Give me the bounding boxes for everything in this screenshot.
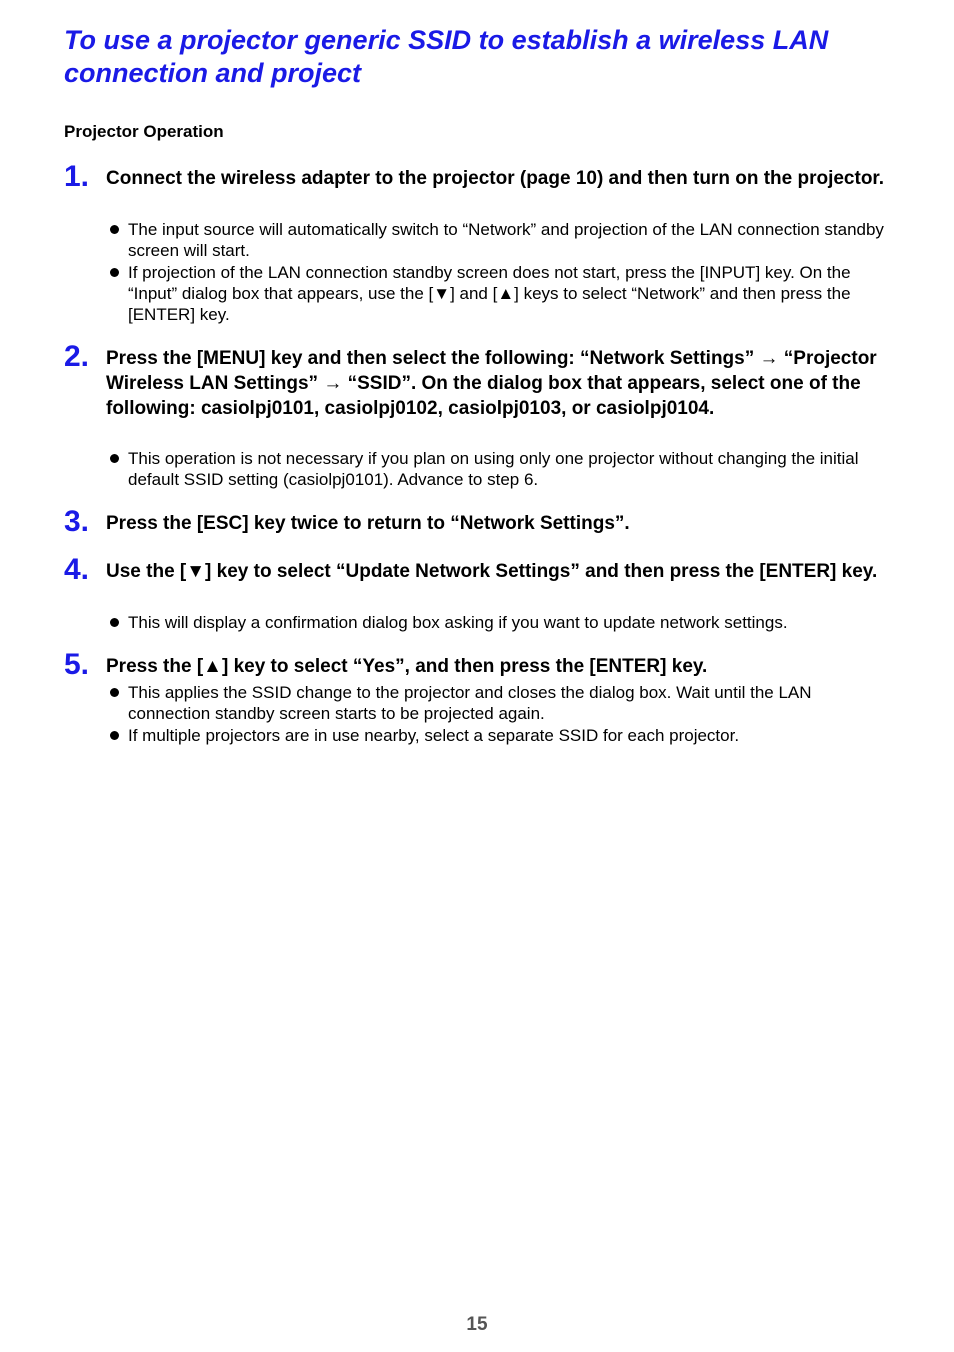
note-item (106, 262, 896, 325)
note-item (106, 612, 896, 633)
note-item (106, 725, 896, 746)
note-text: If projection of the LAN connection standby screen does not start, press the [INPUT] key. On the “Input” dialog box that appears, use the [▼] and [▲] keys to select “Network” and then press the [ENTER] key. (128, 263, 851, 324)
bullet-icon (110, 618, 119, 627)
note-item (106, 448, 896, 490)
step-number: 3. (64, 505, 90, 538)
step-notes (106, 612, 896, 634)
note-text: This applies the SSID change to the projector and closes the dialog box. Wait until the LAN connection standby screen starts to be projected again. (128, 683, 812, 723)
bullet-icon (110, 225, 119, 234)
bullet-icon (110, 268, 119, 277)
step-instruction: Connect the wireless adapter to the projector (page 10) and then turn on the projector. (106, 168, 885, 189)
page-number: 15 (466, 1314, 488, 1335)
note-item (106, 219, 896, 261)
note-text: If multiple projectors are in use nearby, select a separate SSID for each projector. (128, 726, 740, 745)
step-number: 4. (64, 553, 90, 586)
note-item (106, 682, 896, 724)
page-title: To use a projector generic SSID to establish a wireless LAN connection and project (64, 25, 829, 88)
bullet-icon (110, 731, 119, 740)
step-number: 5. (64, 648, 90, 681)
bullet-icon (110, 688, 119, 697)
note-text: This will display a confirmation dialog box asking if you want to update network settings. (128, 613, 788, 632)
note-text: The input source will automatically switch to “Network” and projection of the LAN connection standby screen will start. (128, 220, 884, 260)
step-notes (106, 682, 896, 747)
section-label: Projector Operation (64, 122, 224, 141)
step-instruction: Press the [ESC] key twice to return to “Network Settings”. (106, 513, 630, 534)
bullet-icon (110, 454, 119, 463)
step-notes (106, 448, 896, 491)
step-notes (106, 219, 896, 326)
step-instruction: Use the [▼] key to select “Update Network Settings” and then press the [ENTER] key. (106, 561, 878, 582)
step-number: 2. (64, 340, 90, 373)
step-instruction: Press the [▲] key to select “Yes”, and then press the [ENTER] key. (106, 656, 708, 677)
note-text: This operation is not necessary if you plan on using only one projector without changing the initial default SSID setting (casiolpj0101). Advance to step 6. (128, 449, 859, 489)
step-instruction: Press the [MENU] key and then select the following: “Network Settings” → “Projector Wireless LAN Settings” → “SSID”. On the dialog box that appears, select one of the following: casiolpj0101, casiolpj0102, casiolpj0103, or casiolpj0104. (106, 348, 877, 419)
step-number: 1. (64, 160, 90, 193)
